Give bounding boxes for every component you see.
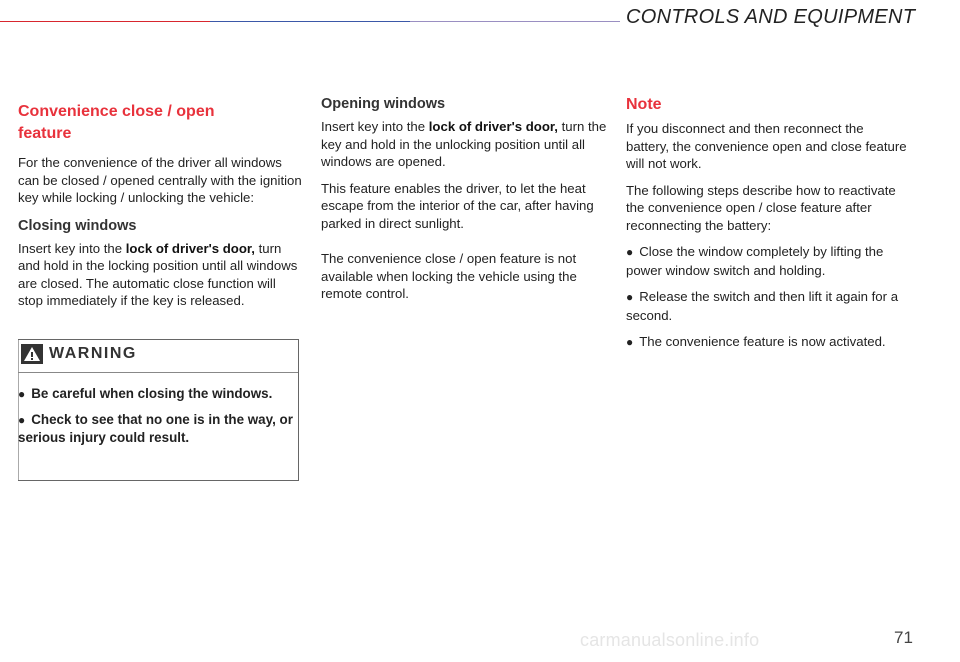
closing-windows-paragraph: [18, 240, 302, 310]
section-heading: Convenience close / open feature: [18, 103, 215, 142]
step-item: ● The convenience feature is now activated.: [626, 334, 886, 349]
remote-control-paragraph: The convenience close / open feature is not available when locking the vehicle using the remote control.: [321, 251, 577, 301]
opening-text-bold: lock of driver's door,: [428, 119, 558, 134]
closing-text-end: turn and hold in the locking position until all windows are closed. The automatic close function will stop immediately if the key is released.: [18, 240, 298, 308]
page-number: 71: [894, 628, 913, 647]
right-column: [626, 94, 910, 361]
section-title: CONTROLS AND EQUIPMENT: [626, 6, 916, 28]
warning-item: ● Check to see that no one is in the way, or serious injury could result.: [18, 412, 293, 445]
middle-column: [321, 94, 607, 312]
opening-windows-heading: Opening windows: [321, 96, 446, 112]
step-item: ● Close the window completely by lifting the power window switch and holding.: [626, 244, 884, 278]
header-rule: [0, 21, 620, 22]
note-paragraph-battery: If you disconnect and then reconnect the battery, the convenience open and close feature will not work.: [626, 121, 907, 171]
warning-title: WARNING: [49, 345, 137, 362]
opening-windows-paragraph: Insert key into the lock of driver's door, turn the key and hold in the unlocking position until all windows are opened.: [321, 119, 607, 169]
note-paragraph-steps: The following steps describe how to reactivate the convenience open / close feature after reconnecting the battery:: [626, 182, 896, 233]
warning-triangle-icon: [21, 344, 43, 369]
closing-text-start: Insert key into the: [18, 240, 126, 256]
closing-text-bold: lock of driver's door,: [125, 240, 255, 256]
watermark: carmanualsonline.info: [580, 630, 760, 650]
warning-box: [18, 339, 299, 481]
intro-paragraph: For the convenience of the driver all windows can be closed / opened centrally with the ignition key while locking / unlocking the vehicle:: [18, 155, 302, 205]
left-column: [18, 101, 302, 319]
note-heading: Note: [626, 96, 662, 113]
warning-item: ● Be careful when closing the windows.: [18, 386, 273, 401]
warning-divider: [18, 372, 298, 373]
warning-list: [18, 385, 296, 455]
heat-escape-paragraph: This feature enables the driver, to let the heat escape from the interior of the car, after having parked in direct sunlight.: [321, 180, 594, 231]
closing-windows-heading: Closing windows: [18, 217, 137, 234]
warning-header: [18, 340, 298, 370]
step-item: ● Release the switch and then lift it again for a second.: [626, 289, 899, 323]
